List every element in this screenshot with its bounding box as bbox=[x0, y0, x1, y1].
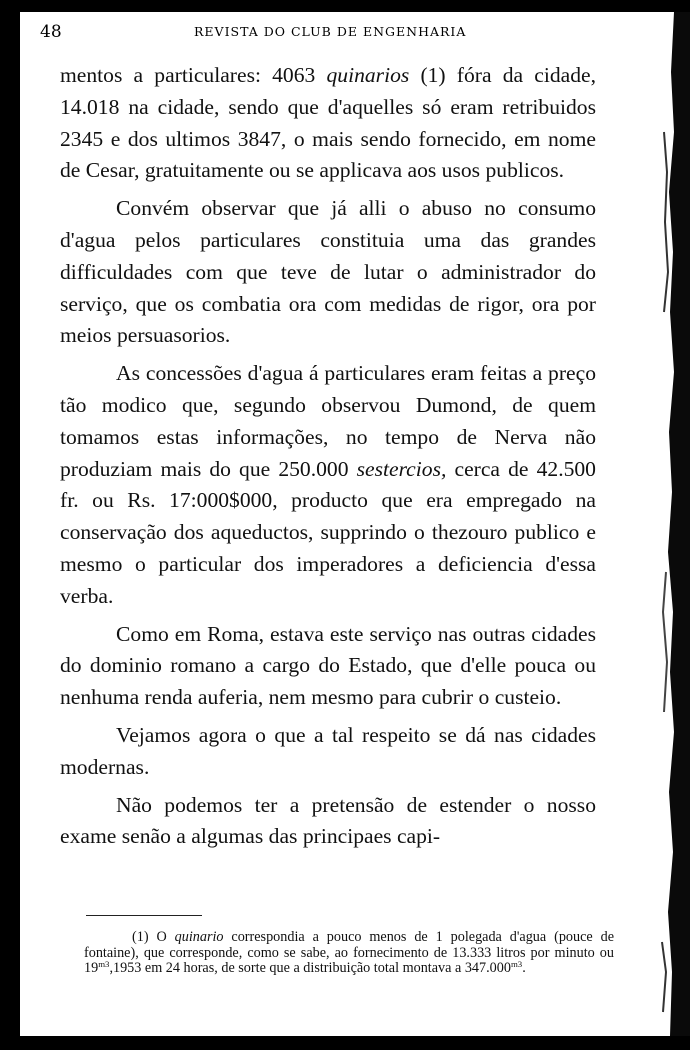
running-title: REVISTA DO CLUB DE ENGENHARIA bbox=[194, 24, 467, 39]
footnote-divider bbox=[86, 915, 202, 916]
scan-border-bottom bbox=[0, 1036, 690, 1050]
footnote-italic-term: quinario bbox=[174, 929, 224, 945]
page-number: 48 bbox=[40, 22, 62, 42]
footnote-text-c: . bbox=[522, 960, 526, 977]
paragraph-1-text-a: mentos a particulares: 4063 bbox=[60, 63, 327, 87]
paragraph-6: Não podemos ter a pretensão de estender o nosso exame senão a algumas das principaes capi- bbox=[60, 792, 596, 849]
paragraph-1-italic-term: quinarios bbox=[326, 63, 410, 87]
paragraph-3-italic-term: sestercios, bbox=[356, 456, 447, 481]
scan-border-left bbox=[0, 0, 20, 1050]
footnote-unit-2: m3 bbox=[510, 959, 523, 970]
footnote bbox=[84, 930, 614, 977]
paragraph-1-text-b: fóra da cidade, 14.018 na cidade, sendo que d'aquelles só eram retribuidos 2345 e dos ultimos 3847, o mais sendo fornecido, em nome de Cesar, gratuitamente ou se applicava aos usos publicos. bbox=[60, 63, 596, 183]
footnote-text bbox=[84, 930, 614, 977]
paragraph-3-text-b: cerca de 42.500 fr. ou Rs. 17:000$000, producto que era empregado na conservação dos aqueductos, supprindo o thezouro publico e mesmo o particular dos imperadores a deficiencia d'essa verba. bbox=[60, 456, 596, 608]
scan-border-top bbox=[0, 0, 690, 12]
paragraph-1 bbox=[60, 60, 596, 187]
footnote-unit-1: m3 bbox=[98, 959, 110, 970]
paragraph-4: Como em Roma, estava este serviço nas outras cidades do dominio romano a cargo do Estado, que d'elle pouca ou nenhuma renda auferia, nem mesmo para cubrir o custeio. bbox=[60, 621, 596, 710]
paragraph-3-text-a: As concessões d'agua á particulares eram feitas a preço tão modico que, segundo observou Dumond, de quem tomamos estas informações, no tempo de Nerva não produziam mais do que 250.000 bbox=[60, 361, 596, 481]
binding-shadow-graphic bbox=[652, 12, 690, 1036]
footnote-reference: (1) bbox=[420, 63, 446, 87]
footnote-lead: O bbox=[148, 929, 175, 945]
page-edge-binding bbox=[652, 12, 690, 1036]
body-text bbox=[60, 60, 596, 859]
paragraph-2: Convém observar que já alli o abuso no consumo d'agua pelos particulares constituia uma das grandes difficuldades com que teve de lutar o administrador do serviço, que os combatia ora com medidas de rigor, ora por meios persuasorios. bbox=[60, 196, 596, 348]
footnote-text-b: ,1953 em 24 horas, de sorte que a distribuição total montava a 347.000 bbox=[109, 960, 511, 977]
footnote-text-a: correspondia a pouco menos de 1 polegada d'agua (pouce de fontaine), que corresponde, como se sabe, ao fornecimento de 13.333 litros por minuto ou 19 bbox=[84, 929, 614, 977]
paragraph-5: Vejamos agora o que a tal respeito se dá nas cidades modernas. bbox=[60, 722, 596, 779]
paragraph-3 bbox=[60, 358, 596, 612]
footnote-marker: (1) bbox=[132, 929, 149, 945]
